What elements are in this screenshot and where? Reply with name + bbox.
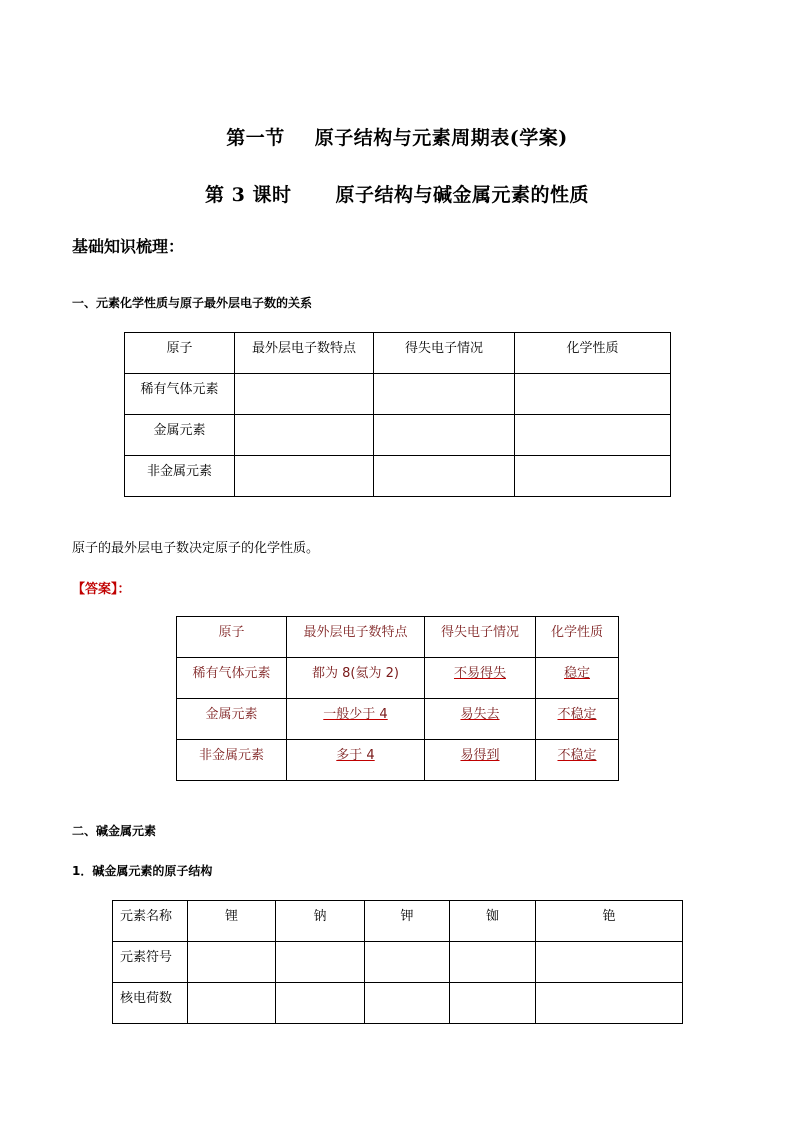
blank-cell[interactable] (188, 942, 276, 983)
answer-cell: 多于 4 (287, 740, 425, 781)
row-label: 非金属元素 (125, 456, 235, 497)
table-row (177, 740, 619, 781)
answer-cell: 一般少于 4 (287, 699, 425, 740)
answer-cell: 易得到 (425, 740, 536, 781)
header-cell: 最外层电子数特点 (287, 617, 425, 658)
blank-cell[interactable] (374, 374, 515, 415)
header-cell: 化学性质 (536, 617, 619, 658)
table-header-row (113, 901, 683, 942)
row-label: 非金属元素 (177, 740, 287, 781)
blank-cell[interactable] (536, 983, 683, 1024)
alkali-metal-table (112, 900, 683, 1024)
header-cell: 最外层电子数特点 (235, 333, 374, 374)
row-label: 核电荷数 (113, 983, 188, 1024)
header-cell: 钾 (365, 901, 450, 942)
table-row (125, 456, 671, 497)
blank-cell[interactable] (450, 942, 536, 983)
blank-cell[interactable] (276, 942, 365, 983)
answer-cell: 不易得失 (425, 658, 536, 699)
table-row (113, 942, 683, 983)
table-row (113, 983, 683, 1024)
atom-properties-table (124, 332, 671, 497)
blank-cell[interactable] (235, 456, 374, 497)
table-header-row (177, 617, 619, 658)
row-label: 金属元素 (125, 415, 235, 456)
header-cell: 钠 (276, 901, 365, 942)
blank-cell[interactable] (450, 983, 536, 1024)
table-row (125, 415, 671, 456)
row-label: 稀有气体元素 (177, 658, 287, 699)
blank-cell[interactable] (374, 456, 515, 497)
header-cell: 原子 (125, 333, 235, 374)
lesson-title (0, 123, 794, 150)
answer-table (176, 616, 619, 781)
table-row (177, 658, 619, 699)
row-label: 稀有气体元素 (125, 374, 235, 415)
section-title: 原子结构与元素周期表(学案) (314, 127, 568, 149)
note-text: 原子的最外层电子数决定原子的化学性质。 (72, 541, 320, 556)
section2-subheading: 1．碱金属元素的原子结构 (72, 864, 213, 878)
blank-cell[interactable] (365, 983, 450, 1024)
header-cell: 铷 (450, 901, 536, 942)
answer-cell: 不稳定 (536, 699, 619, 740)
period-title: 原子结构与碱金属元素的性质 (335, 184, 589, 206)
row-label: 元素符号 (113, 942, 188, 983)
section2-heading: 二、碱金属元素 (72, 824, 157, 838)
header-cell: 得失电子情况 (374, 333, 515, 374)
blank-cell[interactable] (188, 983, 276, 1024)
answer-label: 【答案】： (72, 582, 131, 597)
blank-cell[interactable] (365, 942, 450, 983)
header-cell: 得失电子情况 (425, 617, 536, 658)
blank-cell[interactable] (235, 415, 374, 456)
header-cell: 原子 (177, 617, 287, 658)
blank-cell[interactable] (235, 374, 374, 415)
blank-cell[interactable] (536, 942, 683, 983)
period-number: 第 3 课时 (205, 184, 292, 206)
answer-cell: 易失去 (425, 699, 536, 740)
blank-cell[interactable] (374, 415, 515, 456)
row-label: 金属元素 (177, 699, 287, 740)
section-number: 第一节 (226, 127, 285, 149)
table-row (177, 699, 619, 740)
header-cell: 锂 (188, 901, 276, 942)
lesson-subtitle (0, 180, 794, 207)
answer-cell: 不稳定 (536, 740, 619, 781)
blank-cell[interactable] (515, 456, 671, 497)
answer-cell: 都为 8(氦为 2) (287, 658, 425, 699)
header-cell: 元素名称 (113, 901, 188, 942)
table-header-row (125, 333, 671, 374)
basic-knowledge-heading: 基础知识梳理： (72, 237, 185, 256)
blank-cell[interactable] (515, 415, 671, 456)
answer-cell: 稳定 (536, 658, 619, 699)
table-row (125, 374, 671, 415)
header-cell: 化学性质 (515, 333, 671, 374)
blank-cell[interactable] (515, 374, 671, 415)
header-cell: 铯 (536, 901, 683, 942)
section1-heading: 一、元素化学性质与原子最外层电子数的关系 (72, 296, 313, 310)
blank-cell[interactable] (276, 983, 365, 1024)
